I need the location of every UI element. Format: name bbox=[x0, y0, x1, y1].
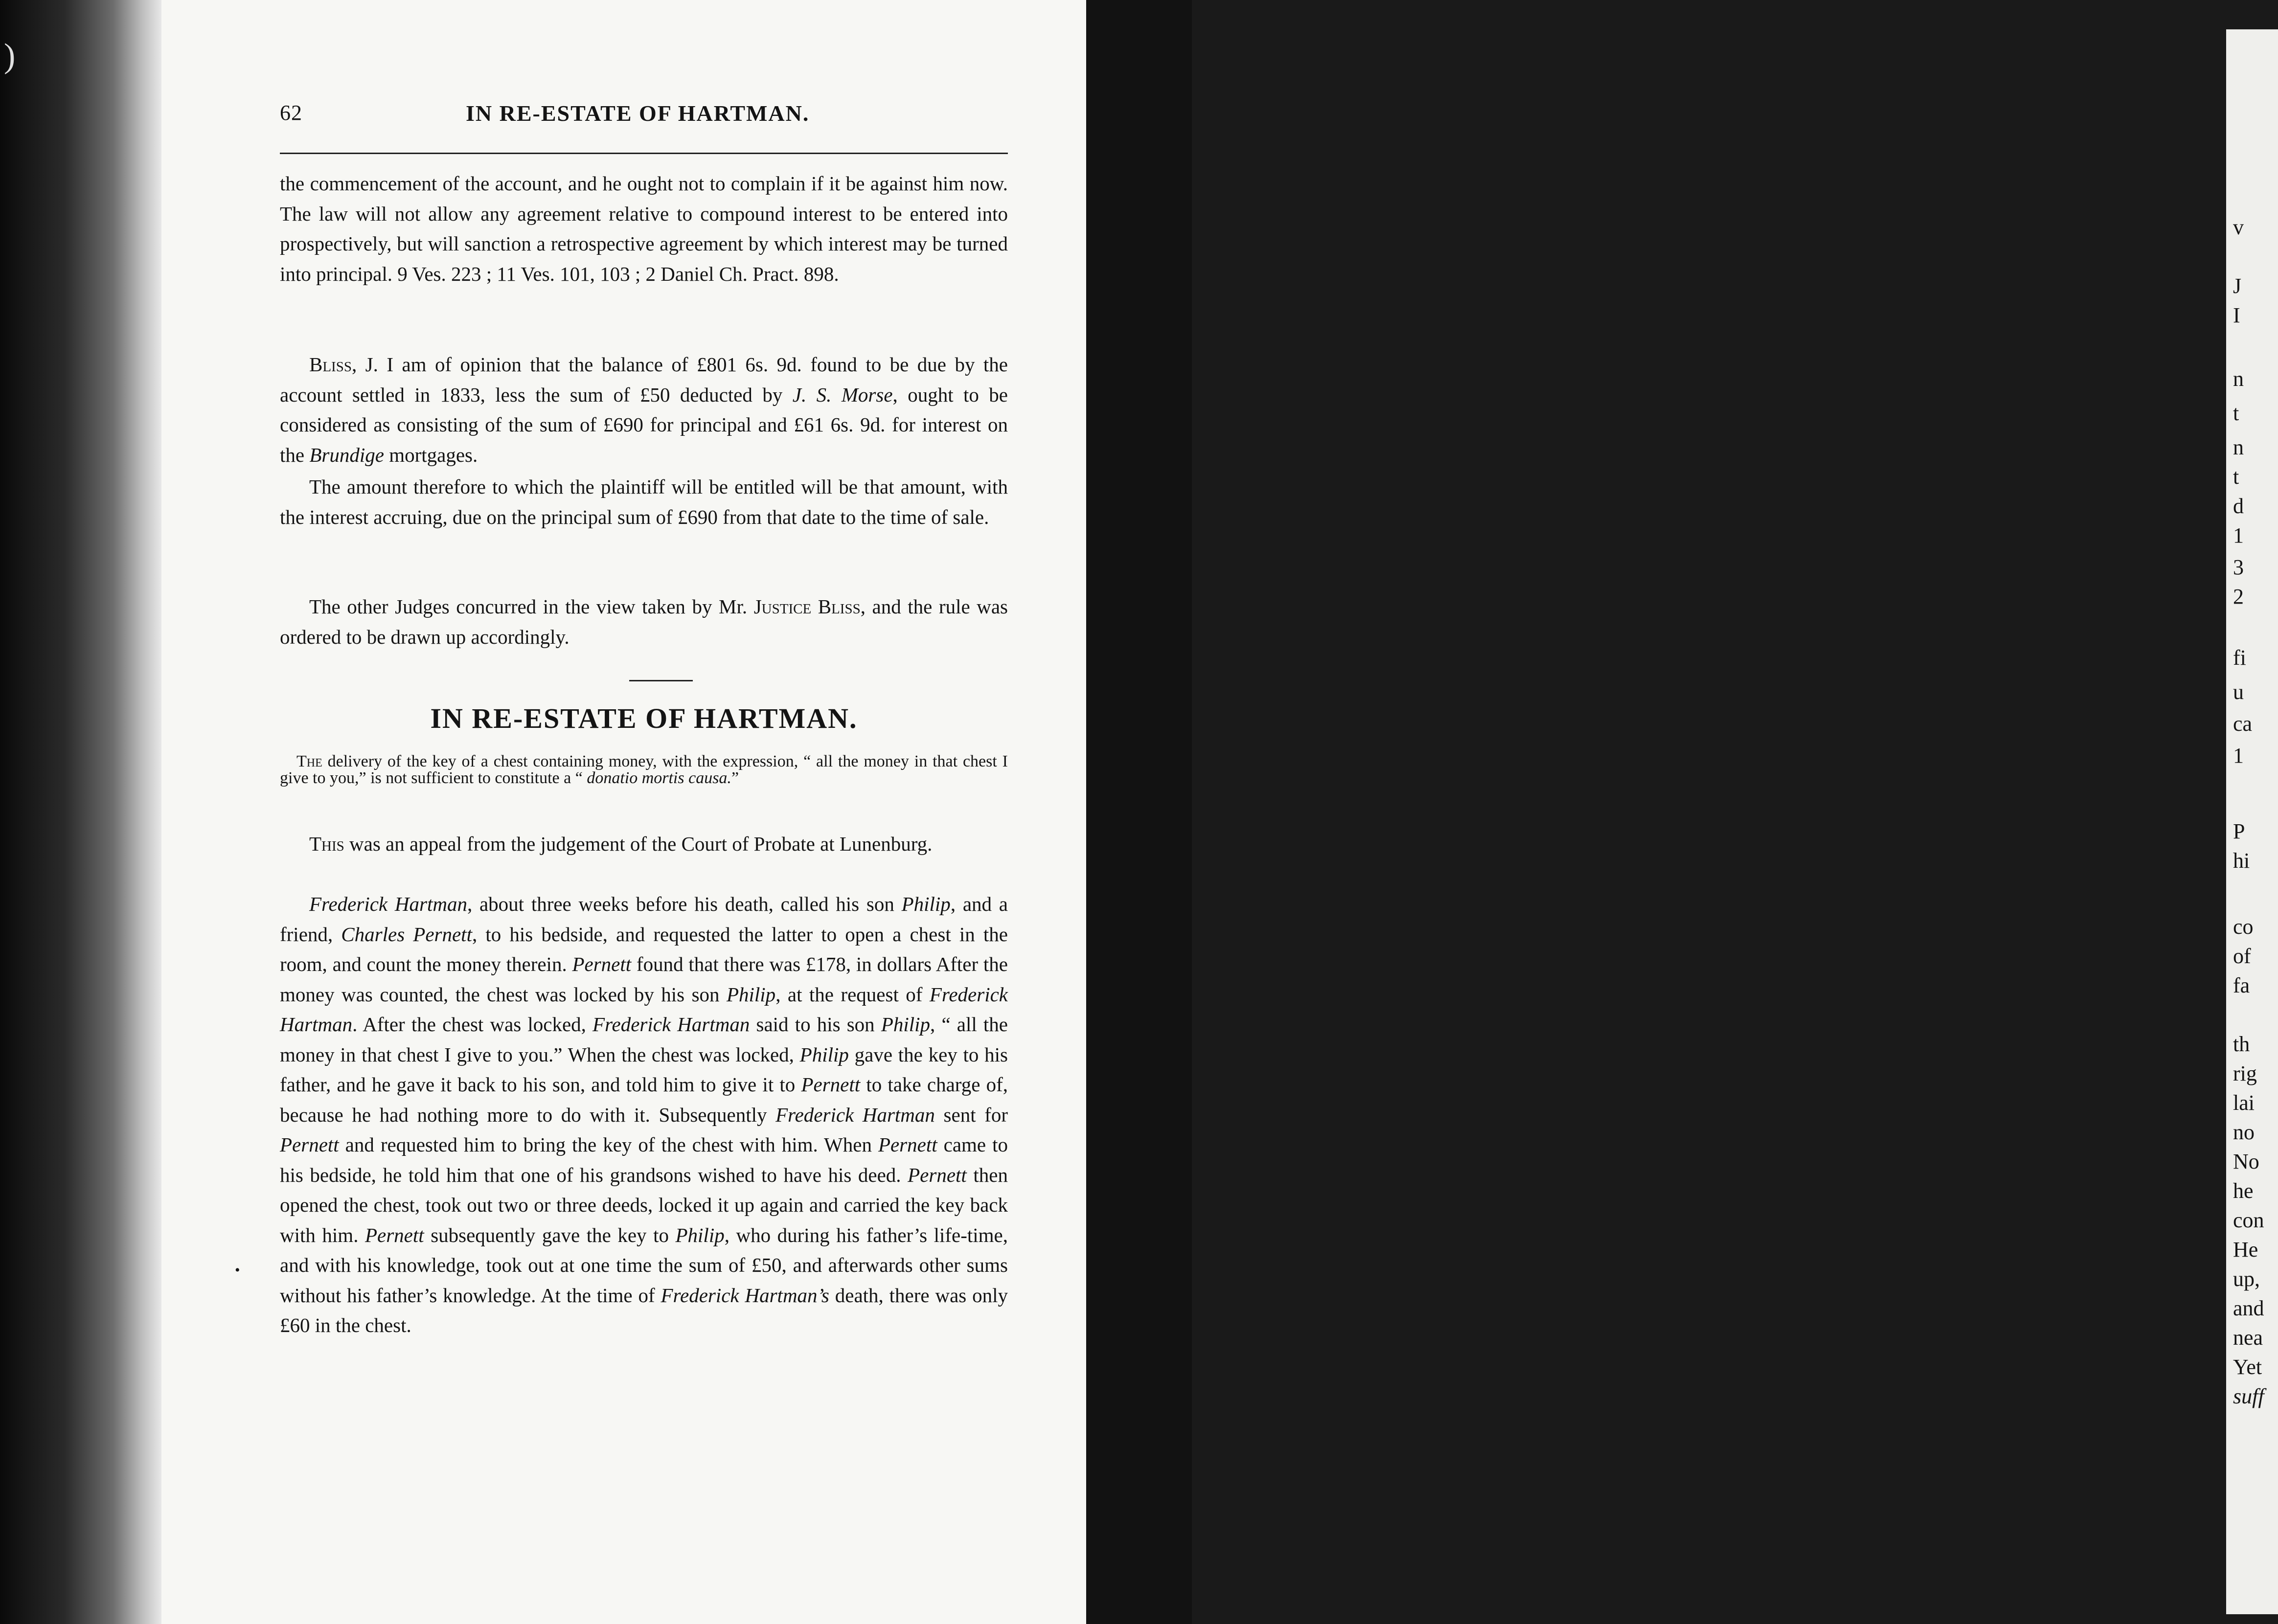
facing-page-fragment: no bbox=[2233, 1120, 2255, 1144]
paragraph-amount: The amount therefore to which the plaintiff will be entitled will be that amount, with the interest accruing, due on the principal sum of £690 from that date to the time of sale. bbox=[280, 475, 1008, 528]
facing-page-fragment: No bbox=[2233, 1150, 2259, 1173]
facing-page-fragment: rig bbox=[2233, 1061, 2257, 1085]
judge-name: Justice Bliss bbox=[753, 595, 861, 618]
italic-name: Philip bbox=[799, 1043, 849, 1066]
facing-page-fragment: t bbox=[2233, 465, 2239, 489]
facing-page-fragment: v bbox=[2233, 215, 2244, 239]
facing-page-fragment: Yet bbox=[2233, 1355, 2262, 1379]
facing-page-fragment: fa bbox=[2233, 973, 2250, 997]
paragraph-concurrence: The other Judges concurred in the view taken by Mr. Justice Bliss, and the rule was ordered to be drawn up accordingly. bbox=[280, 595, 1008, 648]
italic-name: Frederick Hartman bbox=[280, 983, 1008, 1036]
italic-name: Brundige bbox=[309, 443, 384, 466]
facing-page-fragment: th bbox=[2233, 1032, 2250, 1056]
page-number: 62 bbox=[280, 101, 302, 125]
text-run: . After the chest was locked, bbox=[352, 1013, 593, 1036]
text-run: came to his bedside, he told him that one of his grandsons wished to have his deed. bbox=[280, 1133, 1008, 1186]
text-run: then opened the chest, took out two or three deeds, locked it up again and carried the key back with him. bbox=[280, 1163, 1008, 1246]
judge-name: Bliss, J. bbox=[309, 353, 378, 376]
facing-page-fragment: and bbox=[2233, 1296, 2264, 1320]
facing-page-fragment: J bbox=[2233, 274, 2242, 298]
italic-name: Frederick Hartman bbox=[592, 1013, 750, 1036]
facing-page-fragment: con bbox=[2233, 1208, 2264, 1232]
italic-name: Pernett bbox=[280, 1133, 339, 1156]
italic-name: Philip bbox=[726, 983, 776, 1006]
facing-page-fragment: 1 bbox=[2233, 523, 2244, 547]
italic-name: Frederick Hartman’s bbox=[661, 1284, 829, 1307]
facing-page-fragment: 3 bbox=[2233, 555, 2244, 579]
facing-page-fragment: he bbox=[2233, 1179, 2254, 1203]
italic-name: Pernett bbox=[364, 1223, 424, 1246]
facing-page-fragment: n bbox=[2233, 367, 2244, 391]
text-run: said to his son bbox=[750, 1013, 881, 1036]
facing-page-fragment: of bbox=[2233, 944, 2251, 968]
facing-page-fragment: He bbox=[2233, 1238, 2258, 1262]
italic-name: Pernett bbox=[908, 1163, 967, 1186]
page-header bbox=[280, 100, 1008, 135]
running-title: IN RE-ESTATE OF HARTMAN. bbox=[466, 101, 810, 126]
facing-page-fragment: nea bbox=[2233, 1326, 2263, 1350]
facing-page-fragment: fi bbox=[2233, 646, 2246, 670]
paragraph-continuation: the commencement of the account, and he ought not to complain if it be against him now. The law will not allow any agreement relative to compound interest to be entered into prospectively, but will sanction a retrospective agreement by which interest may be turned into principal. 9 Ves. 223 ; 11 Ves. 101, 103 ; 2 Daniel Ch. Pract. 898. bbox=[280, 172, 1008, 285]
facing-page-fragment: ca bbox=[2233, 712, 2253, 736]
header-rule bbox=[280, 153, 1008, 154]
paragraph-facts bbox=[280, 889, 1008, 1341]
text-run: to take charge of, because he had nothing more to do with it. Subsequently bbox=[280, 1073, 1008, 1126]
book-page bbox=[161, 0, 1086, 1624]
italic-name: Charles Pernett bbox=[341, 923, 472, 946]
facing-page-fragment: lai bbox=[2233, 1091, 2255, 1115]
book-gutter-left bbox=[0, 0, 161, 1624]
italic-name: Pernett bbox=[801, 1073, 861, 1096]
italic-name: Pernett bbox=[572, 953, 632, 975]
text-run: , who during his father’s life-time, and with his knowledge, took out at one time the sum of £50, and afterwards other sums without his father’s knowledge. At the time of bbox=[280, 1223, 1008, 1307]
facing-page-fragment: up, bbox=[2233, 1267, 2260, 1291]
text-run: death, there was only £60 in the chest. bbox=[280, 1284, 1008, 1336]
text-run: , to his bedside, and requested the latter to open a chest in the room, and count the money therein. bbox=[280, 923, 1008, 975]
facing-page-fragment: n bbox=[2233, 435, 2244, 459]
facing-page-fragment: I bbox=[2233, 303, 2240, 327]
italic-name: Philip bbox=[675, 1223, 725, 1246]
margin-dot: • bbox=[235, 1262, 240, 1278]
facing-page-fragment: d bbox=[2233, 494, 2244, 518]
text-run: subsequently gave the key to bbox=[424, 1223, 676, 1246]
paragraph-judgment: Bliss, J. I am of opinion that the balance of £801 6s. 9d. found to be due by the account settled in 1833, less the sum of £50 deducted by J. S. Morse, ought to be considered as consisting of the sum of £690 for principal and £61 6s. 9d. for interest on the Brundige mortgages. bbox=[280, 353, 1008, 466]
headnote: The delivery of the key of a chest containing money, with the expression, “ all the money in that chest I give to you,” is not sufficient to constitute a “ donatio mortis causa.” bbox=[280, 752, 1008, 787]
margin-mark: ) bbox=[4, 37, 16, 75]
italic-name: Philip bbox=[901, 893, 951, 915]
italic-name: J. S. Morse bbox=[792, 383, 893, 406]
facing-page-fragment: suff bbox=[2233, 1384, 2264, 1408]
facing-page-edge bbox=[2226, 29, 2278, 1614]
text-run: found that there was £178, in dollars After the money was counted, the chest was locked by his son bbox=[280, 953, 1008, 1006]
text-run: , “ all the money in that chest I give to you.” When the chest was locked, bbox=[280, 1013, 1008, 1066]
facing-page-fragment: t bbox=[2233, 401, 2239, 425]
text-run: gave the key to his father, and he gave it back to his son, and told him to give it to bbox=[280, 1043, 1008, 1096]
italic-name: Philip bbox=[881, 1013, 931, 1036]
facing-page-fragment: P bbox=[2233, 819, 2245, 843]
case-title: IN RE-ESTATE OF HARTMAN. bbox=[430, 702, 858, 734]
paragraph-intro: This was an appeal from the judgement of the Court of Probate at Lunenburg. bbox=[309, 833, 933, 855]
text-run: , and a friend, bbox=[280, 893, 1008, 946]
book-gutter-right bbox=[1086, 0, 2264, 1624]
facing-page-fragment: u bbox=[2233, 680, 2244, 704]
italic-name: Pernett bbox=[878, 1133, 937, 1156]
text-run: , at the request of bbox=[775, 983, 930, 1006]
facing-page-fragment: 2 bbox=[2233, 585, 2244, 609]
text-run: and requested him to bring the key of the chest with him. When bbox=[339, 1133, 878, 1156]
text-run: sent for bbox=[934, 1103, 1008, 1126]
facing-page-fragment: hi bbox=[2233, 849, 2250, 873]
facing-page-fragment: co bbox=[2233, 915, 2254, 939]
facing-page-fragment: 1 bbox=[2233, 744, 2244, 767]
text-run: , about three weeks before his death, called his son bbox=[467, 893, 902, 915]
section-rule bbox=[629, 680, 693, 681]
italic-name: Frederick Hartman bbox=[309, 893, 467, 915]
italic-name: Frederick Hartman bbox=[775, 1103, 935, 1126]
